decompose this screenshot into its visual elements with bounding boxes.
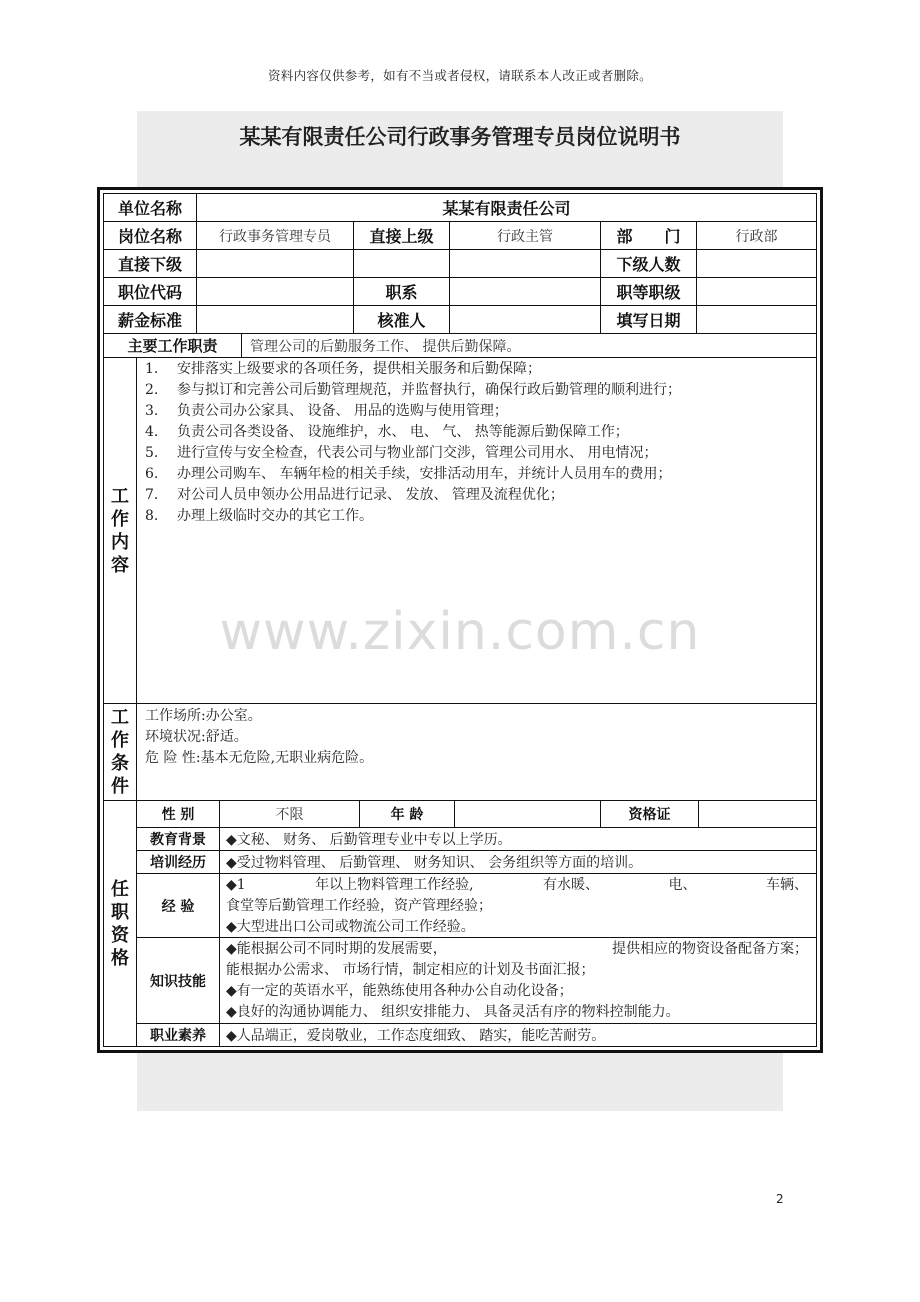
job-grade-value bbox=[697, 278, 816, 305]
unit-name-label: 单位名称 bbox=[117, 199, 182, 218]
certificate-label: 资格证 bbox=[628, 807, 671, 823]
gender-label: 性 别 bbox=[161, 807, 195, 823]
work-content-list bbox=[145, 359, 681, 527]
condition-line: 工作场所:办公室。 bbox=[145, 708, 262, 724]
list-item: 3. 负责公司办公家具、 设备、 用品的选购与使用管理； bbox=[145, 403, 508, 419]
department-value: 行政部 bbox=[735, 228, 778, 245]
position-code-label: 职位代码 bbox=[117, 283, 182, 302]
approver-value bbox=[450, 306, 600, 333]
post-name-value: 行政事务管理专员 bbox=[219, 228, 331, 245]
document-title: 某某有限责任公司行政事务管理专员岗位说明书 bbox=[239, 125, 681, 149]
direct-superior-value: 行政主管 bbox=[497, 228, 553, 245]
training-label: 培训经历 bbox=[150, 855, 206, 871]
skills-label: 知识技能 bbox=[150, 973, 206, 990]
fill-date-value bbox=[697, 306, 816, 333]
job-grade-label: 职等职级 bbox=[616, 283, 681, 302]
department-label: 部 门 bbox=[616, 227, 681, 246]
direct-subordinate-value bbox=[197, 250, 353, 277]
certificate-value bbox=[699, 801, 816, 827]
ethics-label: 职业素养 bbox=[150, 1028, 206, 1044]
main-duty-label: 主要工作职责 bbox=[127, 337, 218, 355]
work-conditions-list bbox=[145, 706, 373, 769]
age-value bbox=[455, 801, 600, 827]
gender-value: 不限 bbox=[275, 807, 304, 823]
main-duty-value: 管理公司的后勤服务工作、 提供后勤保障。 bbox=[250, 338, 521, 355]
post-name-label: 岗位名称 bbox=[117, 227, 182, 246]
salary-standard-label: 薪金标准 bbox=[117, 311, 182, 330]
salary-standard-value bbox=[197, 306, 353, 333]
qualifications-label: 任 职 资 格 bbox=[111, 878, 129, 969]
page-number: 2 bbox=[776, 1192, 784, 1206]
subordinate-count-value bbox=[697, 250, 816, 277]
list-item: 7. 对公司人员申领办公用品进行记录、 发放、 管理及流程优化； bbox=[145, 487, 564, 503]
position-code-value bbox=[197, 278, 353, 305]
work-content-label: 工 作 内 容 bbox=[111, 485, 129, 576]
experience-value: ◆1 年以上物料管理工作经验, 有水暖、 电、 车辆、 食堂等后勤管理工作经验，资产管理经验； ◆大型进出口公司或物流公司工作经验。 bbox=[226, 877, 808, 935]
direct-subordinate-label: 直接下级 bbox=[117, 255, 182, 274]
watermark: www.zixin.com.cn bbox=[219, 602, 701, 662]
skills-value: ◆能根据公司不同时期的发展需要， 提供相应的物资设备配备方案； 能根据办公需求、 市场行情，制定相应的计划及书面汇报； ◆有一定的英语水平，能熟练使用各种办公自动化设备； ◆良好的沟通协调能力、 组织安排能力、 具备灵活有序的物料控制能力。 bbox=[226, 941, 808, 1020]
condition-line: 危 险 性:基本无危险,无职业病危险。 bbox=[145, 750, 374, 766]
list-item: 8. 办理上级临时交办的其它工作。 bbox=[145, 508, 373, 524]
list-item: 4. 负责公司各类设备、 设施维护，水、 电、 气、 热等能源后勤保障工作； bbox=[145, 424, 629, 440]
approver-label: 核准人 bbox=[377, 311, 426, 330]
job-series-value bbox=[450, 278, 600, 305]
education-value: ◆文秘、 财务、 后勤管理专业中专以上学历。 bbox=[226, 832, 512, 848]
disclaimer: 资料内容仅供参考，如有不当或者侵权，请联系本人改正或者删除。 bbox=[267, 68, 652, 83]
ethics-value: ◆人品端正，爱岗敬业，工作态度细致、 踏实，能吃苦耐劳。 bbox=[226, 1028, 606, 1044]
direct-superior-label: 直接上级 bbox=[369, 227, 434, 246]
job-series-label: 职系 bbox=[385, 283, 418, 302]
education-label: 教育背景 bbox=[150, 832, 206, 848]
list-item: 5. 进行宣传与安全检查，代表公司与物业部门交涉，管理公司用水、 用电情况； bbox=[145, 445, 658, 461]
list-item: 1. 安排落实上级要求的各项任务，提供相关服务和后勤保障； bbox=[145, 361, 541, 377]
age-label: 年 龄 bbox=[390, 807, 424, 823]
fill-date-label: 填写日期 bbox=[616, 311, 681, 330]
experience-label: 经 验 bbox=[161, 898, 195, 915]
list-item: 2. 参与拟订和完善公司后勤管理规范，并监督执行，确保行政后勤管理的顺利进行； bbox=[145, 382, 681, 398]
condition-line: 环境状况:舒适。 bbox=[145, 729, 248, 745]
training-value: ◆受过物料管理、 后勤管理、 财务知识、 会务组织等方面的培训。 bbox=[226, 855, 643, 871]
subordinate-count-label: 下级人数 bbox=[616, 255, 681, 274]
unit-name-value: 某某有限责任公司 bbox=[442, 199, 571, 218]
list-item: 6. 办理公司购车、 车辆年检的相关手续，安排活动用车，并统计人员用车的费用； bbox=[145, 466, 672, 482]
work-conditions-label: 工 作 条 件 bbox=[111, 707, 129, 797]
